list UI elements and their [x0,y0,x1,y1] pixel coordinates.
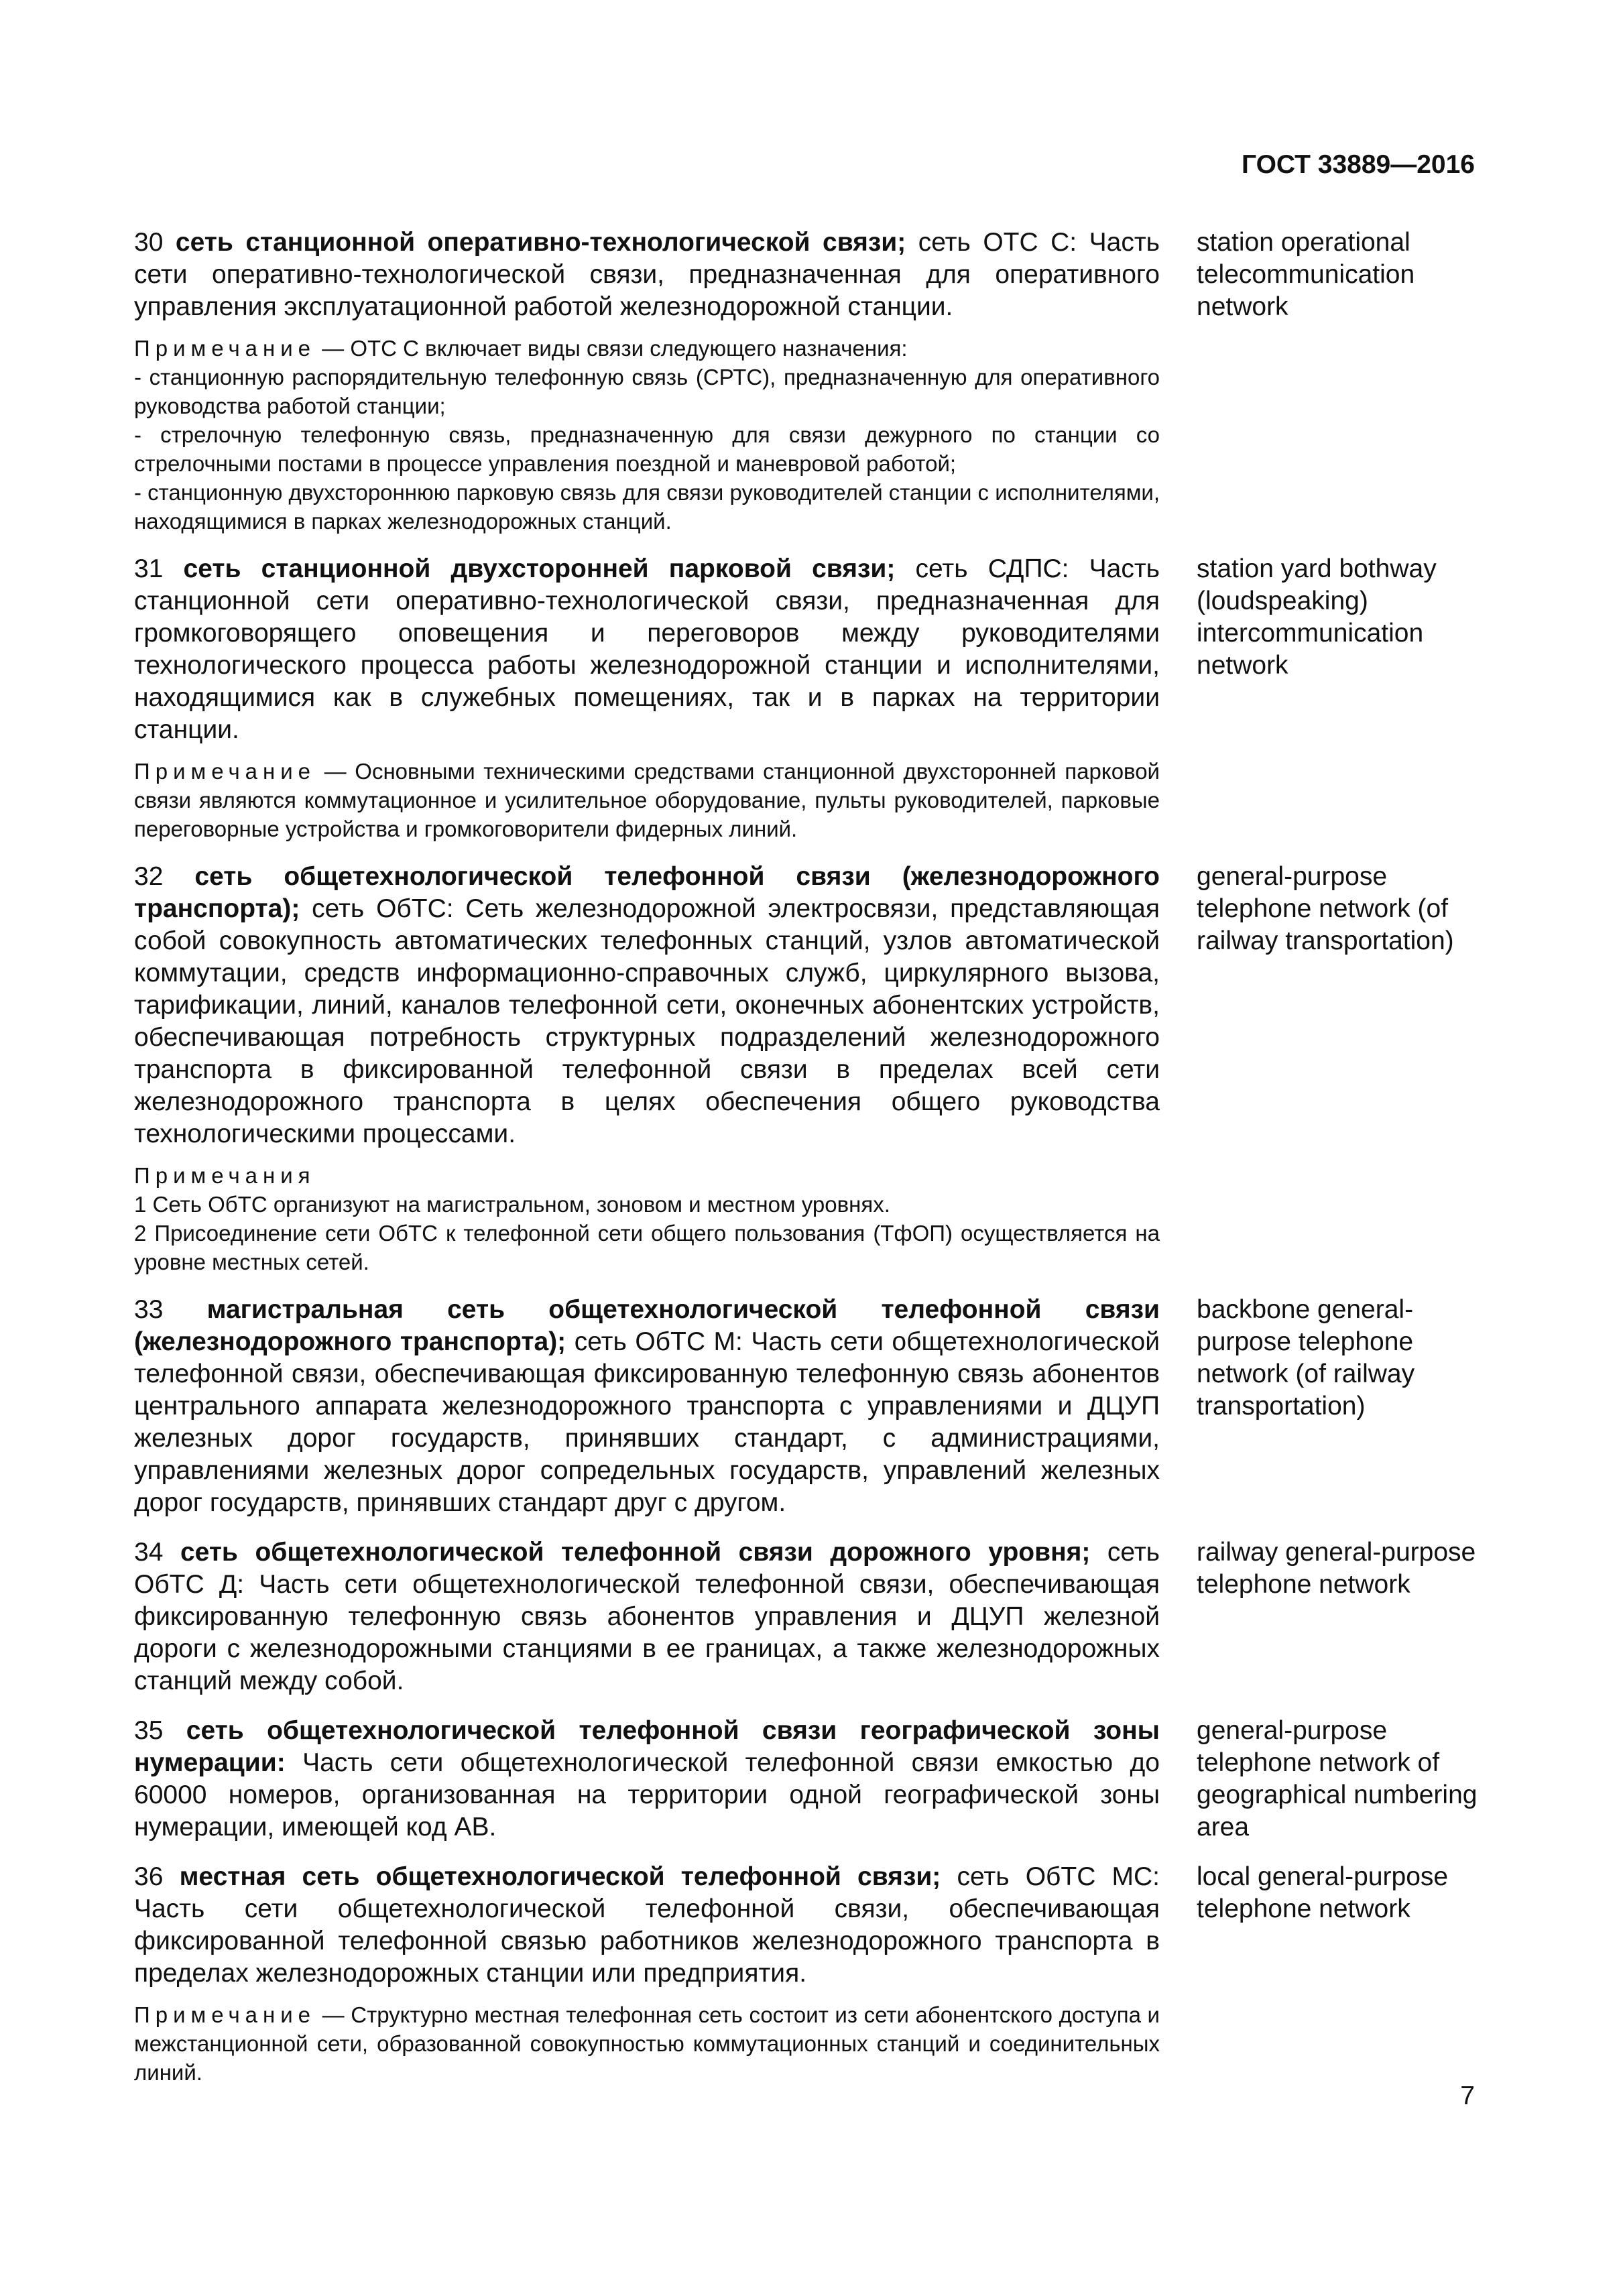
term-name: магистральная сеть общетехнологической телефонной связи (железнодорожного транспорта); [134,1295,1160,1356]
term-entry-31 [134,553,1475,843]
note-label: Примечание [134,336,316,361]
term-note [134,334,1160,536]
term-note [134,1161,1160,1276]
note-label: Примечание [134,759,316,784]
term-body: сеть ОбТС М: Часть сети общетехнологической телефонной связи, обеспечивающая фиксированную телефонную связь абонентов центрального аппарата железнодорожного транспорта с управлениями и ДЦУП железных дорог государств, принявших стандарт, с администрациями, управлениями железных дорог сопредельных государств, управлений железных дорог государств, принявших стандарт друг с другом. [134,1327,1160,1517]
note-line: — ОТС С включает виды связи следующего назначения: [316,336,908,361]
term-name: сеть общетехнологической телефонной связи дорожного уровня; [180,1538,1091,1567]
term-entry-35 [134,1715,1478,1844]
term-definition [134,1861,1160,1990]
term-definition [134,227,1160,323]
term-body: Часть сети общетехнологической телефонной связи емкостью до 60000 номеров, организованная на территории одной географической зоны нумерации, имеющей код АВ. [134,1748,1160,1841]
term-entry-33 [134,1294,1475,1519]
term-body: сеть ОбТС Д: Часть сети общетехнологической телефонной связи, обеспечивающая фиксированную телефонную связь абонентов управления и ДЦУП железной дороги с железнодорожными станциями в ее границах, а также железнодорожных станций между собой. [134,1538,1160,1695]
term-number: 32 [134,862,164,891]
term-english: general-purpose telephone network (of railway transportation) [1197,862,1454,955]
term-entry-36 [134,1861,1475,2087]
page-number: 7 [1460,2081,1475,2110]
term-english: station operational telecommunication network [1197,228,1415,321]
term-name: сеть общетехнологической телефонной связи (железнодорожного транспорта); [134,862,1160,923]
term-note [134,757,1160,843]
term-number: 33 [134,1295,164,1324]
term-entry-32 [134,861,1475,1276]
document-header: ГОСТ 33889—2016 [1242,150,1475,179]
note-text: — Структурно местная телефонная сеть состоит из сети абонентского доступа и межстанционной сети, образованной совокупностью коммутационных станций и соединительных линий. [134,2002,1160,2085]
note-line: - станционную распорядительную телефонную связь (СРТС), предназначенную для оперативного руководства работой станции; [134,365,1160,418]
term-note [134,2000,1160,2087]
note-item: 2 Присоединение сети ОбТС к телефонной сети общего пользования (ТфОП) осуществляется на уровне местных сетей. [134,1221,1160,1274]
term-english: station yard bothway (loudspeaking) intercommunication network [1197,554,1437,680]
term-definition [134,553,1160,746]
term-definition [134,861,1160,1150]
term-name: местная сеть общетехнологической телефонной связи; [179,1862,941,1891]
term-number: 30 [134,228,164,257]
term-number: 31 [134,554,164,583]
term-entry-30 [134,227,1475,536]
term-body: сеть ОбТС МС: Часть сети общетехнологической телефонной связи, обеспечивающая фиксированной телефонной связью работников железнодорожного транспорта в пределах железнодорожных станции или предприятия. [134,1862,1160,1988]
term-definition [134,1715,1160,1844]
note-text: — Основными техническими средствами станционной двухсторонней парковой связи являются коммутационное и усилительное оборудование, пульты руководителей, парковые переговорные устройства и громкоговорители фидерных линий. [134,759,1160,841]
term-number: 36 [134,1862,164,1891]
term-name: сеть станционной оперативно-технологической связи; [175,228,906,257]
term-number: 35 [134,1716,164,1745]
terms-list [134,227,1478,2104]
note-label: Примечания [134,1163,316,1188]
note-line: - станционную двухстороннюю парковую связь для связи руководителей станции с исполнителями, находящимися в парках железнодорожных станций. [134,480,1160,534]
note-line: - стрелочную телефонную связь, предназначенную для связи дежурного по станции со стрелочными постами в процессе управления поездной и маневровой работой; [134,422,1160,476]
term-body: сеть СДПС: Часть станционной сети оперативно-технологической связи, предназначенная для громкоговорящего оповещения и переговоров между руководителями технологического процесса работы железнодорожной станции и исполнителями, находящимися как в служебных помещениях, так и в парках на территории станции. [134,554,1160,744]
note-label: Примечание [134,2002,316,2027]
term-name: сеть станционной двухсторонней парковой связи; [183,554,896,583]
term-name: сеть общетехнологической телефонной связи географической зоны нумерации: [134,1716,1160,1777]
term-english: local general-purpose telephone network [1197,1862,1449,1923]
term-entry-34 [134,1536,1475,1697]
note-item: 1 Сеть ОбТС организуют на магистральном, зоновом и местном уровнях. [134,1192,890,1217]
term-definition [134,1294,1160,1519]
term-body: сеть ОТС С: Часть сети оперативно-технологической связи, предназначенная для оперативного управления эксплуатационной работой железнодорожной станции. [134,228,1160,321]
term-english: backbone general-purpose telephone network (of railway transportation) [1197,1295,1415,1421]
term-body: сеть ОбТС: Сеть железнодорожной электросвязи, представляющая собой совокупность автоматических телефонных станций, узлов автоматической коммутации, средств информационно-справочных служб, циркулярного вызова, тарификации, линий, каналов телефонной сети, оконечных абонентских устройств, обеспечивающая потребность структурных подразделений железнодорожного транспорта в фиксированной телефонной связи в пределах всей сети железнодорожного транспорта в целях обеспечения общего руководства технологическими процессами. [134,894,1160,1148]
term-number: 34 [134,1538,164,1567]
term-definition [134,1536,1160,1697]
term-english: general-purpose telephone network of geographical numbering area [1197,1716,1478,1841]
term-english: railway general-purpose telephone network [1197,1538,1476,1599]
